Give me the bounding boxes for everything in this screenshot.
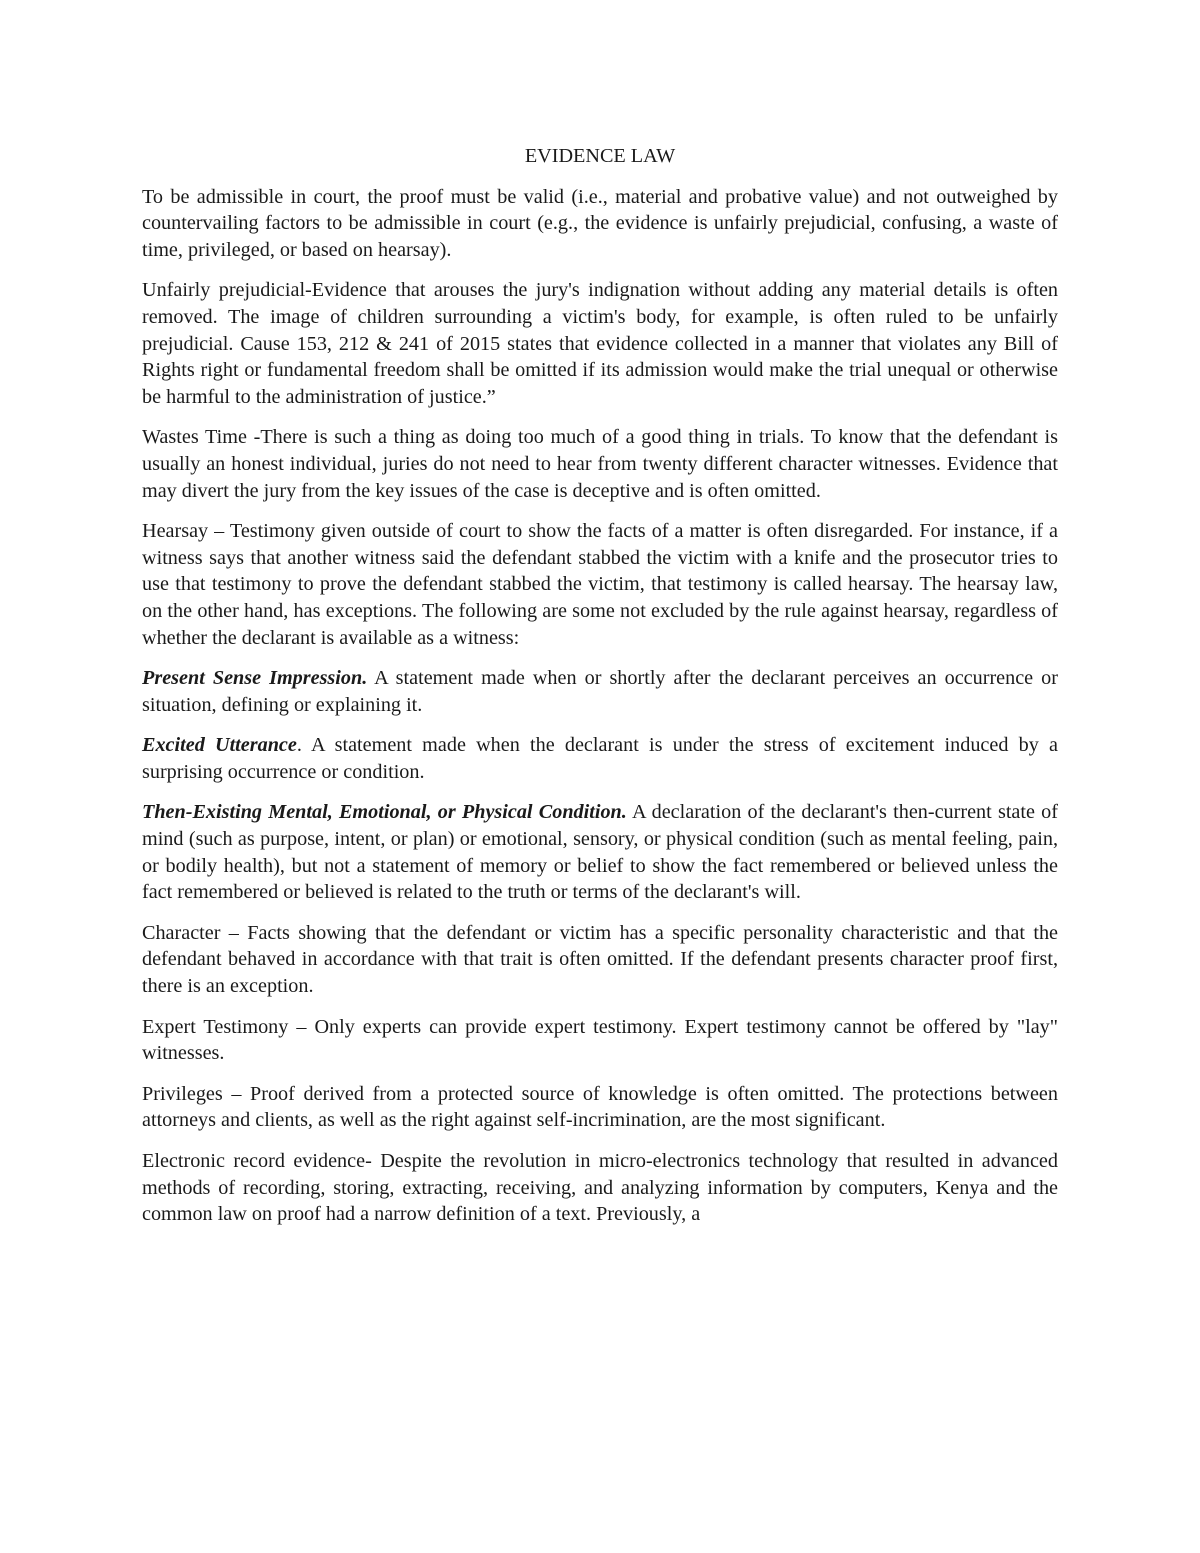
privileges-paragraph: [142, 1081, 1058, 1134]
paragraph-text: A statement made when or shortly after the declarant perceives an occurrence or situation, defining or explaining it.: [142, 667, 1058, 716]
term-heading: Then-Existing Mental, Emotional, or Physical Condition.: [142, 801, 627, 824]
electronic-record-paragraph: [142, 1148, 1058, 1228]
paragraph-text: Expert Testimony – Only experts can provide expert testimony. Expert testimony cannot be offered by "lay" witnesses.: [142, 1015, 1058, 1065]
paragraph-text: Wastes Time -There is such a thing as doing too much of a good thing in trials. To know that the defendant is usually an honest individual, juries do not need to hear from twenty different character witnesses. Evidence that may divert the jury from the key issues of the case is deceptive and is often omitted.: [142, 426, 1058, 502]
paragraph-text: Hearsay – Testimony given outside of court to show the facts of a matter is often disregarded. For instance, if a witness says that another witness said the defendant stabbed the victim with a knife and the prosecutor tries to use that testimony to prove the defendant stabbed the victim, that testimony is called hearsay. The hearsay law, on the other hand, has exceptions. The following are some not excluded by the rule against hearsay, regardless of whether the declarant is available as a witness:: [142, 520, 1058, 649]
paragraph-text: . A statement made when the declarant is under the stress of excitement induced by a surprising occurrence or condition.: [142, 734, 1058, 783]
wastes-time-paragraph: [142, 424, 1058, 504]
paragraph-text: To be admissible in court, the proof must be valid (i.e., material and probative value) and not outweighed by countervailing factors to be admissible in court (e.g., the evidence is unfairly prejudicial, confusing, a waste of time, privileged, or based on hearsay).: [142, 185, 1058, 261]
unfairly-prejudicial-paragraph: [142, 277, 1058, 410]
paragraph-text: Character – Facts showing that the defendant or victim has a specific personality characteristic and that the defendant behaved in accordance with that trait is often omitted. If the defendant presents character proof first, there is an exception.: [142, 921, 1058, 998]
paragraph-text: Privileges – Proof derived from a protected source of knowledge is often omitted. The protections between attorneys and clients, as well as the right against self-incrimination, are the most significant.: [142, 1082, 1058, 1132]
present-sense-impression-paragraph: [142, 665, 1058, 718]
then-existing-condition-paragraph: [142, 799, 1058, 905]
paragraph-text: Unfairly prejudicial-Evidence that arouses the jury's indignation without adding any material details is often removed. The image of children surrounding a victim's body, for example, is often ruled to be unfairly prejudicial. Cause 153, 212 & 241 of 2015 states that evidence collected in a manner that violates any Bill of Rights right or fundamental freedom shall be omitted if its admission would make the trial unequal or otherwise be harmful to the administration of justice.”: [142, 279, 1058, 408]
paragraph-text: A declaration of the declarant's then-current state of mind (such as purpose, intent, or plan) or emotional, sensory, or physical condition (such as mental feeling, pain, or bodily health), but not a statement of memory or belief to show the fact remembered or believed unless the fact remembered or believed is related to the truth or terms of the declarant's will.: [142, 801, 1058, 904]
intro-paragraph: [142, 184, 1058, 264]
expert-testimony-paragraph: [142, 1014, 1058, 1067]
term-heading: Present Sense Impression.: [142, 667, 368, 690]
character-paragraph: [142, 920, 1058, 1000]
document-title: EVIDENCE LAW: [524, 145, 676, 167]
term-heading: Excited Utterance: [142, 734, 297, 757]
document-body: [142, 143, 1058, 1242]
paragraph-text: Electronic record evidence- Despite the revolution in micro-electronics technology that resulted in advanced methods of recording, storing, extracting, receiving, and analyzing information by computers, Kenya and the common law on proof had a narrow definition of a text. Previously, a: [142, 1150, 1058, 1226]
excited-utterance-paragraph: [142, 732, 1058, 785]
hearsay-paragraph: [142, 518, 1058, 651]
